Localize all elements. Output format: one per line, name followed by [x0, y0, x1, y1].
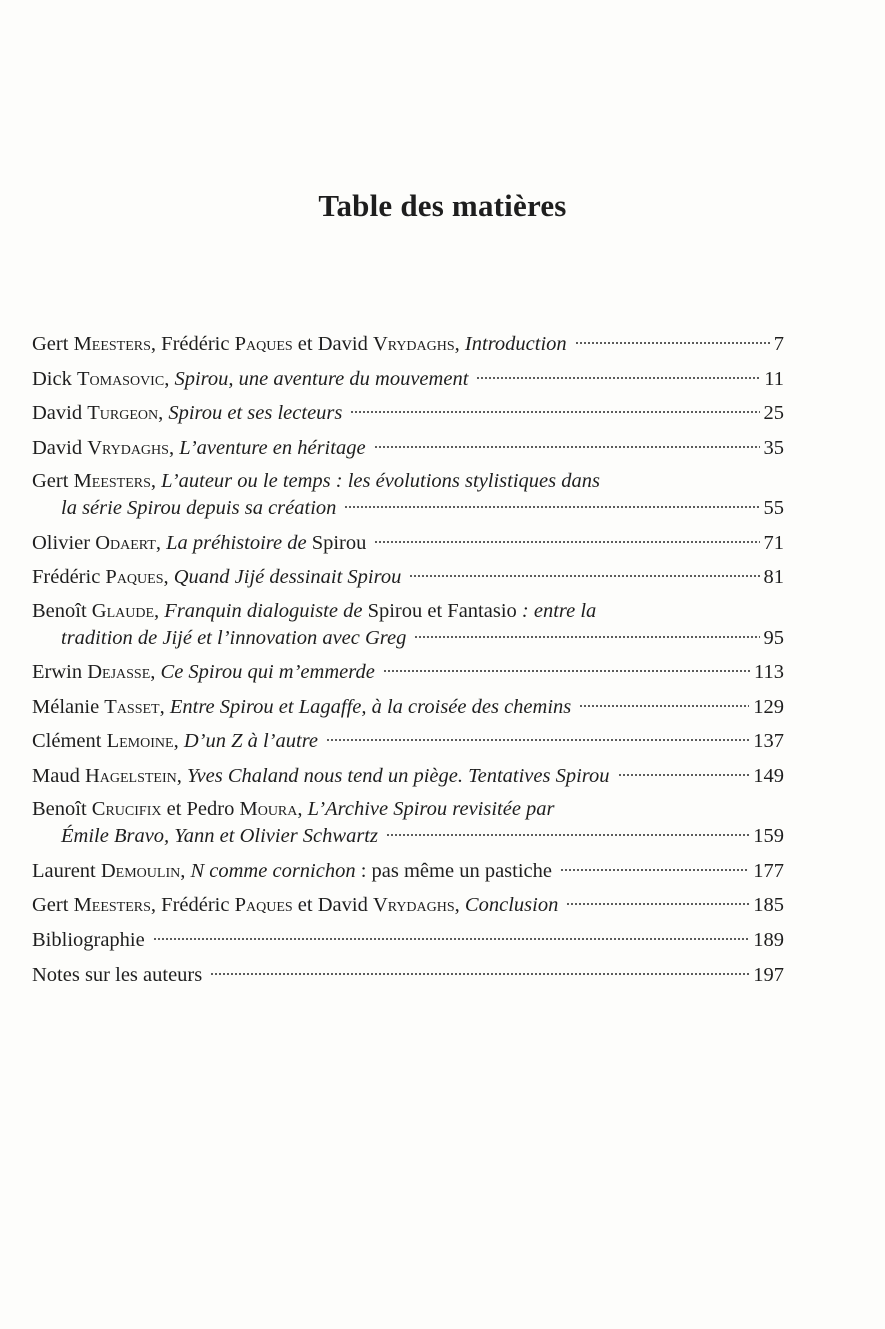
toc-entry-introduction[interactable]	[32, 330, 784, 357]
dot-leader	[210, 961, 749, 981]
toc-entry-hagelstein[interactable]	[32, 762, 784, 789]
dot-leader	[566, 891, 749, 911]
dot-leader	[344, 494, 759, 514]
page-number: 11	[764, 367, 784, 390]
entry-text-continued: Émile Bravo, Yann et Olivier Schwartz	[61, 825, 378, 847]
toc-entry-bibliographie[interactable]	[32, 926, 784, 953]
page-number: 113	[754, 661, 784, 683]
dot-leader	[153, 926, 750, 946]
entry-text: Clément Lemoine, D’un Z à l’autre	[32, 730, 319, 752]
dot-leader	[560, 857, 749, 877]
entry-text: David Turgeon, Spirou et ses lecteurs	[32, 402, 343, 424]
page-number: 149	[753, 764, 784, 787]
page-number: 159	[753, 825, 784, 847]
table-of-contents	[32, 330, 784, 995]
page-title: Table des matières	[318, 188, 567, 223]
dot-leader	[383, 658, 750, 678]
page-number: 25	[763, 402, 784, 424]
entry-text: Laurent Demoulin, N comme cornichon : pas même un pastiche	[32, 859, 552, 882]
toc-entry-demoulin[interactable]	[32, 857, 784, 884]
toc-entry-glaude[interactable]	[32, 598, 784, 651]
entry-text: Gert Meesters, L’auteur ou le temps : les évolutions stylistiques dans	[32, 470, 600, 492]
entry-text: Benoît Crucifix et Pedro Moura, L’Archive Spirou revisitée par	[32, 798, 555, 820]
entry-text: Dick Tomasovic, Spirou, une aventure du mouvement	[32, 367, 469, 390]
page-number: 35	[763, 436, 784, 459]
entry-text-continued: la série Spirou depuis sa création	[61, 497, 337, 519]
dot-leader	[350, 399, 759, 419]
page-number: 137	[753, 730, 784, 752]
dot-leader	[386, 822, 749, 842]
toc-entry-tasset[interactable]	[32, 693, 784, 720]
toc-entry-notes-auteurs[interactable]	[32, 961, 784, 988]
dot-leader	[409, 563, 759, 583]
entry-text: Erwin Dejasse, Ce Spirou qui m’emmerde	[32, 661, 375, 683]
toc-entry-turgeon[interactable]	[32, 399, 784, 426]
toc-entry-conclusion[interactable]	[32, 891, 784, 918]
entry-text-continued: tradition de Jijé et l’innovation avec Greg	[61, 626, 407, 649]
toc-entry-meesters[interactable]	[32, 468, 784, 521]
entry-text: Benoît Glaude, Franquin dialoguiste de Spirou et Fantasio : entre la	[32, 599, 597, 622]
dot-leader	[575, 330, 770, 350]
dot-leader	[476, 365, 760, 385]
entry-text: David Vrydaghs, L’aventure en héritage	[32, 436, 366, 459]
dot-leader	[374, 529, 759, 549]
page-number: 197	[753, 963, 784, 986]
page-number: 7	[773, 333, 784, 355]
toc-entry-lemoine[interactable]	[32, 727, 784, 754]
entry-text: Maud Hagelstein, Yves Chaland nous tend un piège. Tentatives Spirou	[32, 764, 610, 787]
dot-leader	[374, 434, 760, 454]
entry-text: Olivier Odaert, La préhistoire de Spirou	[32, 531, 367, 554]
entry-text: Notes sur les auteurs	[32, 963, 203, 986]
dot-leader	[326, 727, 749, 747]
dot-leader	[414, 624, 759, 644]
toc-entry-dejasse[interactable]	[32, 658, 784, 685]
entry-text: Mélanie Tasset, Entre Spirou et Lagaffe, à la croisée des chemins	[32, 695, 572, 718]
toc-entry-paques[interactable]	[32, 563, 784, 590]
toc-entry-odaert[interactable]	[32, 529, 784, 556]
page-number: 129	[753, 695, 784, 718]
page-number: 185	[753, 894, 784, 916]
page-number: 177	[753, 859, 784, 882]
toc-entry-vrydaghs[interactable]	[32, 434, 784, 461]
entry-text: Gert Meesters, Frédéric Paques et David Vrydaghs, Introduction	[32, 333, 567, 355]
entry-text: Bibliographie	[32, 929, 145, 951]
toc-entry-tomasovic[interactable]	[32, 365, 784, 392]
entry-text: Frédéric Paques, Quand Jijé dessinait Spirou	[32, 566, 402, 588]
entry-text: Gert Meesters, Frédéric Paques et David Vrydaghs, Conclusion	[32, 894, 559, 916]
page-number: 71	[763, 531, 784, 554]
dot-leader	[579, 693, 749, 713]
page-number: 55	[763, 497, 784, 519]
dot-leader	[618, 762, 750, 782]
page-number: 189	[753, 929, 784, 951]
toc-entry-crucifix-moura[interactable]	[32, 796, 784, 849]
page-number: 81	[763, 566, 784, 588]
page-number: 95	[763, 626, 784, 649]
